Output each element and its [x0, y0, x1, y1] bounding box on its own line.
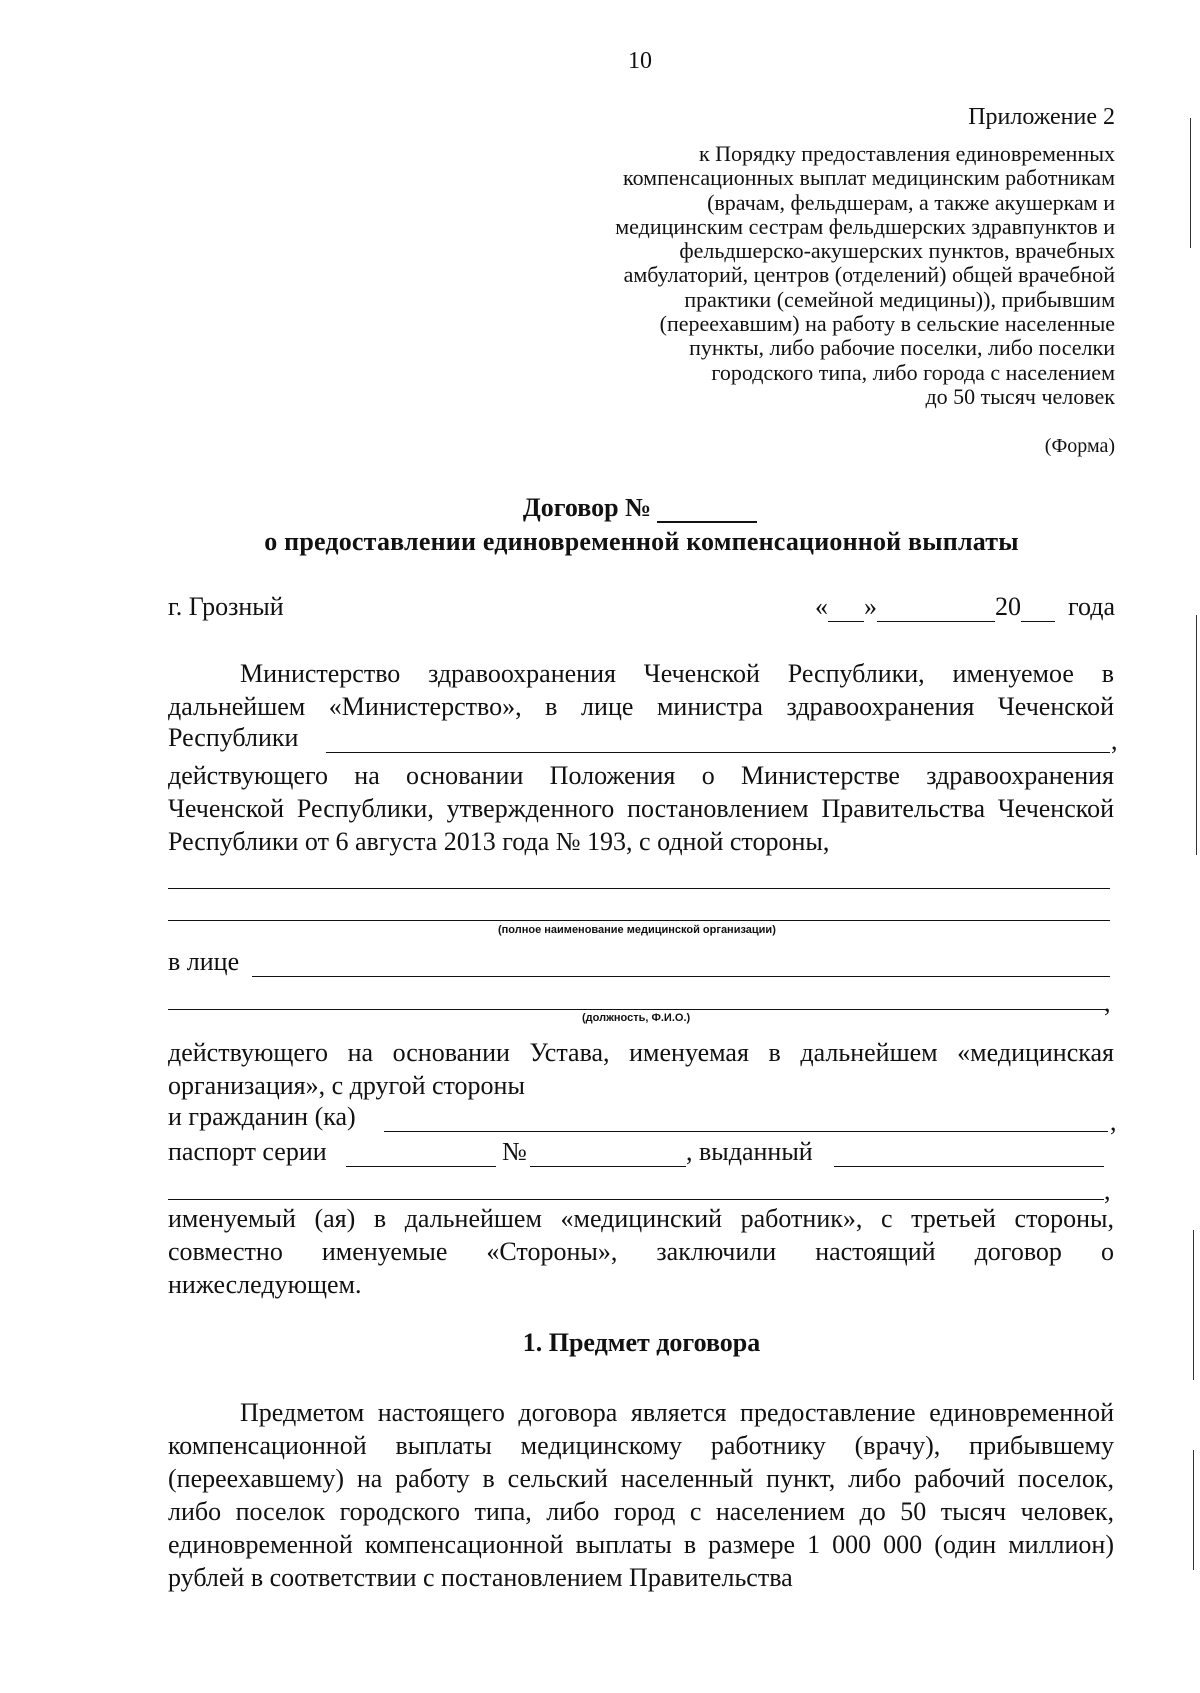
passport-series-label: паспорт серии — [168, 1137, 327, 1166]
city: г. Грозный — [168, 592, 284, 621]
appendix-line: амбулаторий, центров (отделений) общей врачебной — [623, 262, 1115, 288]
position-line-1[interactable] — [252, 976, 1110, 977]
appendix-line: (переехавшим) на работу в сельские населенные — [659, 311, 1115, 337]
scan-edge-mark — [1193, 1230, 1194, 1380]
scan-edge-mark — [1193, 1450, 1194, 1570]
appendix-line: до 50 тысяч человек — [925, 383, 1115, 409]
page-number: 10 — [628, 48, 652, 74]
para1-republic: Республики — [168, 723, 299, 752]
appendix-line: к Порядку предоставления единовременных — [698, 141, 1115, 166]
passport-number-line[interactable] — [530, 1166, 686, 1167]
appendix-line: фельдшерско-акушерских пунктов, врачебных — [679, 238, 1115, 264]
contract-subtitle: о предоставлении единовременной компенсационной выплаты — [264, 527, 1019, 556]
position-comma: , — [1104, 988, 1111, 1017]
date-line — [815, 592, 1115, 622]
para1-line1-wrap — [168, 657, 1114, 690]
para1-line2: дальнейшем «Министерство», в лице министра здравоохранения Чеченской — [168, 692, 1114, 721]
issued-by-line-2[interactable] — [168, 1199, 1104, 1200]
appendix-line: городского типа, либо города с населением — [711, 359, 1115, 385]
para1-line1: Министерство здравоохранения Чеченской Республики, именуемое в — [240, 659, 1114, 688]
minister-name-line[interactable] — [326, 752, 1110, 753]
in-person-label: в лице — [168, 947, 240, 976]
issued-by-line-1[interactable] — [834, 1166, 1104, 1167]
form-label: (Форма) — [1044, 435, 1115, 457]
appendix-line: компенсационных выплат медицинским работникам — [623, 165, 1115, 191]
para2: действующего на основании Положения о Министерстве здравоохранения Чеченской Республики, утвержденного постановлением Правительства Чеченской Республики от 6 августа 2013 года № 193, с одной стороны, — [168, 761, 1114, 856]
appendix-line: (врачам, фельдшерам, а также акушеркам и — [707, 189, 1115, 215]
open-quote: « — [814, 592, 828, 621]
org-name-line-2[interactable] — [168, 920, 1110, 921]
close-quote: » — [863, 592, 877, 621]
issued-comma: , — [1104, 1176, 1111, 1205]
month-blank[interactable] — [877, 597, 995, 622]
appendix-title: Приложение 2 — [968, 104, 1115, 130]
issued-label: , выданный — [686, 1137, 813, 1166]
contract-number-blank[interactable] — [657, 497, 757, 523]
position-line-2[interactable] — [168, 1009, 1108, 1010]
citizen-name-line[interactable] — [384, 1131, 1108, 1132]
org-caption: (полное наименование медицинской организации) — [498, 924, 776, 936]
section-1-heading: 1. Предмет договора — [522, 1328, 761, 1357]
appendix-line: медицинским сестрам фельдшерских здравпунктов и — [615, 213, 1115, 239]
citizen-comma: , — [1110, 1107, 1117, 1136]
year-prefix: 20 — [994, 592, 1021, 621]
passport-no-label: № — [502, 1137, 527, 1166]
appendix-line: пункты, либо рабочие поселки, либо поселки — [689, 335, 1115, 361]
para3: действующего на основании Устава, именуемая в дальнейшем «медицинская организация», с другой стороны — [168, 1038, 1114, 1100]
passport-series-line[interactable] — [346, 1166, 496, 1167]
org-name-line-1[interactable] — [168, 888, 1110, 889]
appendix-subtitle — [495, 142, 1115, 409]
section-1-text: Предметом настоящего договора является предоставление единовременной компенсационной выплаты медицинскому работнику (врачу), прибывшему (переехавшему) на работу в сельский населенный пункт, либо рабочий поселок, либо поселок городского типа, либо город с населением до 50 тысяч человек, единовременной компенсационной выплаты в размере 1 000 000 (один миллион) рублей в соответствии с постановлением Правительства — [168, 1398, 1114, 1592]
citizen-label: и гражданин (ка) — [168, 1102, 356, 1131]
day-blank[interactable] — [828, 597, 864, 622]
para4: именуемый (ая) в дальнейшем «медицинский работник», с третьей стороны, совместно именуемые «Стороны», заключили настоящий договор о нижеследующем. — [168, 1204, 1114, 1299]
scan-edge-mark — [1196, 615, 1197, 855]
year-blank[interactable] — [1021, 597, 1055, 622]
minister-comma: , — [1111, 726, 1118, 755]
contract-title — [0, 493, 1200, 523]
position-caption: (должность, Ф.И.О.) — [582, 1012, 691, 1024]
year-word: года — [1067, 592, 1115, 621]
scan-edge-mark — [1190, 118, 1191, 248]
contract-title-text: Договор № — [522, 493, 652, 522]
appendix-line: практики (семейной медицины)), прибывшим — [684, 286, 1115, 312]
